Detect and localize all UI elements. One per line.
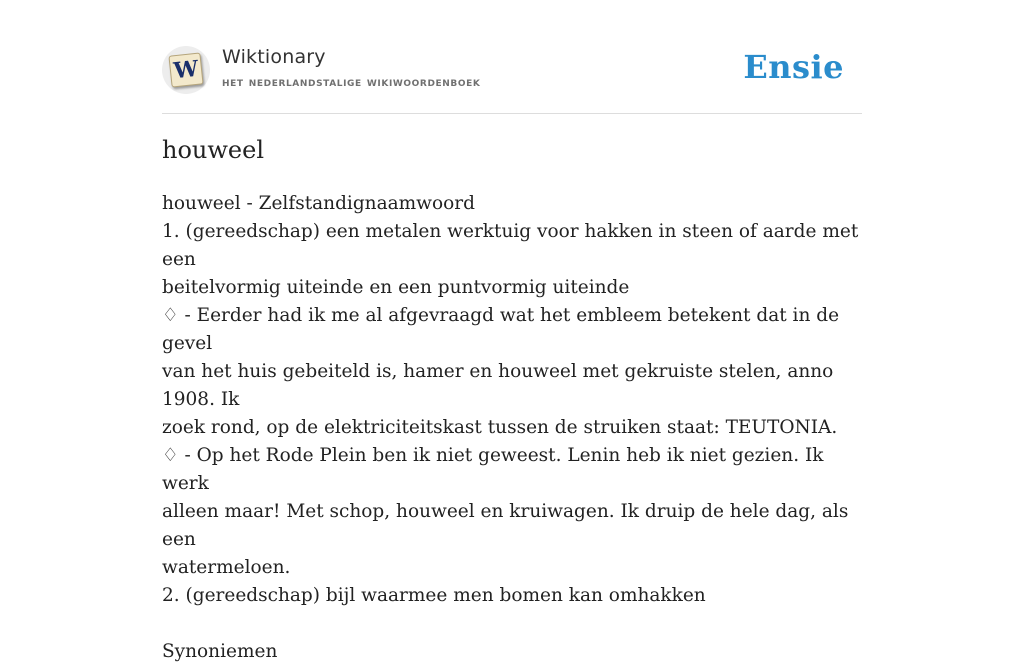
definition-2-line: 2. (gereedschap) bijl waarmee men bomen kan omhakken (162, 585, 706, 606)
section-spacer (162, 610, 862, 638)
logo-tile-icon (168, 52, 203, 87)
example-2-line: watermeloen. (162, 557, 291, 578)
definition-1-line: beitelvormig uiteinde en een puntvormig uiteinde (162, 277, 630, 298)
entry-card (162, 0, 862, 662)
example-1-line: van het huis gebeiteld is, hamer en houweel met gekruiste stelen, anno 1908. Ik (162, 361, 834, 410)
site-subtitle: het nederlandstalige wikiwoordenboek (222, 75, 481, 90)
entry-body (162, 190, 862, 666)
definition-1-line: 1. (gereedschap) een metalen werktuig voor hakken in steen of aarde met een (162, 221, 859, 270)
example-1-line: zoek rond, op de elektriciteitskast tussen de struiken staat: TEUTONIA. (162, 417, 838, 438)
page-title: houweel (162, 136, 264, 164)
example-1-line: ♢ - Eerder had ik me al afgevraagd wat het embleem betekent dat in de gevel (162, 305, 840, 354)
logo-letter: W (172, 55, 200, 85)
ensie-brand-logo[interactable]: Ensie (743, 48, 844, 86)
synonyms-heading: Synoniemen (162, 641, 278, 662)
site-name[interactable]: Wiktionary (222, 46, 326, 68)
example-2-line: alleen maar! Met schop, houweel en kruiwagen. Ik druip de hele dag, als een (162, 501, 849, 550)
example-2-line: ♢ - Op het Rode Plein ben ik niet geweest. Lenin heb ik niet gezien. Ik werk (162, 445, 824, 494)
wiktionary-logo[interactable] (162, 46, 210, 94)
site-header (162, 40, 862, 114)
word-class-line: houweel - Zelfstandignaamwoord (162, 193, 475, 214)
